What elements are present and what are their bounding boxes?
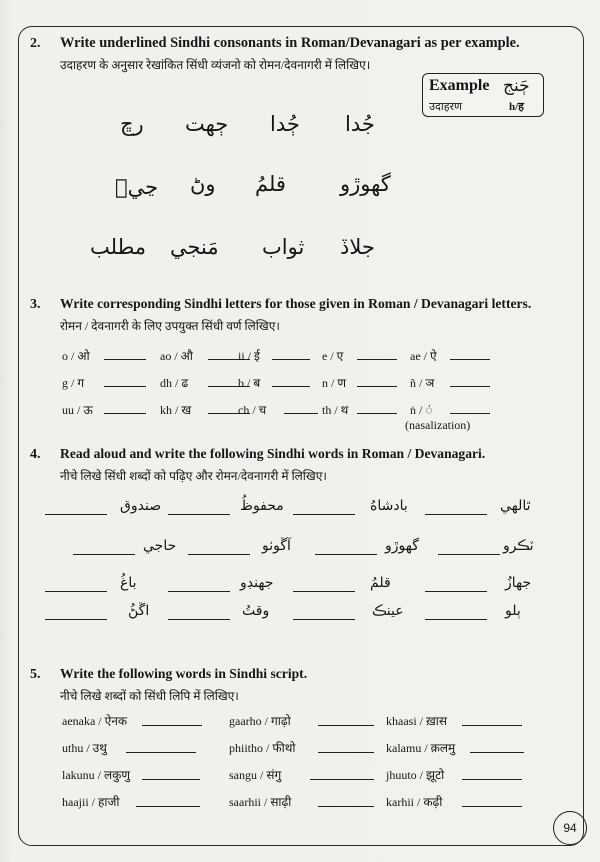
q2-word: مطلب (90, 235, 147, 259)
q2-word: ثواب (262, 235, 305, 259)
answer-line[interactable] (188, 553, 250, 555)
q3-letter: ch / च (238, 403, 267, 417)
q4-word: صندوق (120, 498, 162, 514)
answer-line[interactable] (284, 412, 318, 414)
q4-word: عينڪ (372, 603, 404, 619)
q4-word: ٻلو (505, 603, 521, 619)
answer-line[interactable] (45, 618, 107, 620)
q2-word: گهوڙو (340, 172, 391, 196)
q4-word: جهنڊو (240, 575, 274, 591)
q4-word: قلمُ (370, 575, 391, 591)
q3-letter: uu / ऊ (62, 403, 93, 417)
answer-line[interactable] (450, 412, 490, 414)
q4-number: 4. (30, 447, 41, 462)
example-word: ڄَنج (503, 76, 530, 96)
q2-word: ڄُدا (270, 112, 300, 136)
nasalization-note: (nasalization) (405, 418, 471, 432)
q5-word: kalamu / क़लमु (386, 741, 456, 755)
q3-letter: ao / औ (160, 349, 193, 363)
answer-line[interactable] (104, 358, 146, 360)
q5-word: aenaka / ऐनक (62, 714, 128, 728)
page-number: 94 (553, 811, 587, 845)
answer-line[interactable] (168, 590, 230, 592)
q3-letter: b / ब (238, 376, 261, 390)
answer-line[interactable] (318, 751, 374, 753)
answer-line[interactable] (357, 412, 397, 414)
answer-line[interactable] (450, 385, 490, 387)
q2-word: جُدا (345, 112, 375, 136)
q5-word: jhuuto / झूटो (386, 768, 445, 782)
q4-word: آڱوٺو (262, 538, 291, 554)
answer-line[interactable] (104, 385, 146, 387)
example-box (422, 73, 544, 117)
q3-letter: ñ / ञ (410, 376, 435, 390)
example-label: Example (429, 77, 490, 94)
q3-cell (62, 347, 90, 364)
answer-line[interactable] (293, 618, 355, 620)
q4-word: ٽڪرو (503, 538, 534, 554)
q4-word: گهوڙو (385, 538, 419, 554)
q4-subtitle: नीचे लिखे सिंधी शब्दों को पढ़िए और रोमन/देवनागरी में लिखिए। (60, 469, 327, 483)
answer-line[interactable] (126, 751, 196, 753)
q4-title: Read aloud and write the following Sindhi words in Roman / Devanagari. (60, 446, 486, 461)
q2-title: Write underlined Sindhi consonants in Roman/Devanagari as per example. (60, 35, 520, 51)
q2-word: وڻ (190, 172, 216, 196)
answer-line[interactable] (104, 412, 146, 414)
answer-line[interactable] (45, 590, 107, 592)
q3-letter: th / थ (322, 403, 349, 417)
answer-line[interactable] (272, 385, 310, 387)
q2-word: جلاڏ (340, 235, 375, 259)
answer-line[interactable] (142, 778, 200, 780)
example-hindi-label: उदाहरण (429, 101, 463, 113)
q5-word: karhii / कढ़ी (386, 795, 443, 809)
answer-line[interactable] (168, 513, 230, 515)
q3-letter: e / ए (322, 349, 344, 363)
q5-word: khaasi / ख़ास (386, 714, 448, 728)
q3-number: 3. (30, 297, 41, 312)
answer-line[interactable] (425, 513, 487, 515)
q3-letter: ii / ई (238, 349, 260, 363)
q5-word: phiitho / फीथो (229, 741, 296, 755)
answer-line[interactable] (168, 618, 230, 620)
answer-line[interactable] (425, 618, 487, 620)
answer-line[interactable] (293, 590, 355, 592)
q4-word: وقتُ (242, 603, 270, 619)
answer-line[interactable] (357, 358, 397, 360)
q3-letter: ṅ / ं (410, 403, 433, 417)
q5-word: lakunu / लकुणु (62, 768, 131, 782)
q5-word: gaarho / गाढ़ो (229, 714, 291, 728)
q3-letter: o / ओ (62, 349, 90, 363)
q4-word: جهازُ (505, 575, 532, 591)
q3-letter: kh / ख (160, 403, 192, 417)
answer-line[interactable] (315, 553, 377, 555)
q2-word: مَنجي (170, 235, 219, 259)
answer-line[interactable] (310, 778, 374, 780)
answer-line[interactable] (136, 805, 200, 807)
answer-line[interactable] (462, 778, 522, 780)
q3-title: Write corresponding Sindhi letters for those given in Roman / Devanagari letters. (60, 296, 532, 311)
answer-line[interactable] (272, 358, 310, 360)
answer-line[interactable] (318, 805, 374, 807)
q2-word: رڇ (120, 112, 144, 136)
q5-subtitle: नीचे लिखे शब्दों को सिंधी लिपि में लिखिए। (60, 689, 239, 703)
answer-line[interactable] (318, 724, 374, 726)
q5-number: 5. (30, 667, 41, 682)
q2-word: ڃيٖ (115, 175, 159, 199)
answer-line[interactable] (462, 805, 522, 807)
bleed-through-text (40, 92, 43, 102)
q3-letter: dh / ढ (160, 376, 189, 390)
answer-line[interactable] (142, 724, 202, 726)
q3-subtitle: रोमन / देवनागरी के लिए उपयुक्त सिंधी वर्ण लिखिए। (60, 319, 280, 333)
q4-word: باغُ (120, 575, 137, 591)
q3-letter: ae / ऐ (410, 349, 437, 363)
q3-letter: g / ग (62, 376, 85, 390)
example-answer: h/ह (509, 101, 525, 113)
q4-word: حاجي (143, 538, 177, 554)
q5-title: Write the following words in Sindhi script. (60, 666, 308, 681)
answer-line[interactable] (293, 513, 355, 515)
q2-word: قلمُ (255, 172, 286, 196)
q4-word: محفوظُ (240, 498, 284, 514)
q2-word: ڄهت (185, 112, 229, 136)
answer-line[interactable] (73, 553, 135, 555)
answer-line[interactable] (450, 358, 490, 360)
q5-word: sangu / संगु (229, 768, 282, 782)
q5-word: haajii / हाजी (62, 795, 120, 809)
answer-line[interactable] (462, 724, 522, 726)
q4-word: بادشاهُ (370, 498, 408, 514)
answer-line[interactable] (45, 513, 107, 515)
q5-word: saarhii / साढ़ी (229, 795, 292, 809)
answer-line[interactable] (438, 553, 500, 555)
q4-word: اڱڻُ (128, 603, 150, 619)
answer-line[interactable] (357, 385, 397, 387)
q2-subtitle: उदाहरण के अनुसार रेखांकित सिंधी व्यंजनो को रोमन/देवनागरी में लिखिए। (60, 58, 371, 72)
q2-number: 2. (30, 36, 41, 51)
answer-line[interactable] (425, 590, 487, 592)
answer-line[interactable] (470, 751, 524, 753)
q5-word: uthu / उथु (62, 741, 107, 755)
q4-word: ٿالهي (500, 498, 531, 514)
q3-letter: n / ण (322, 376, 347, 390)
